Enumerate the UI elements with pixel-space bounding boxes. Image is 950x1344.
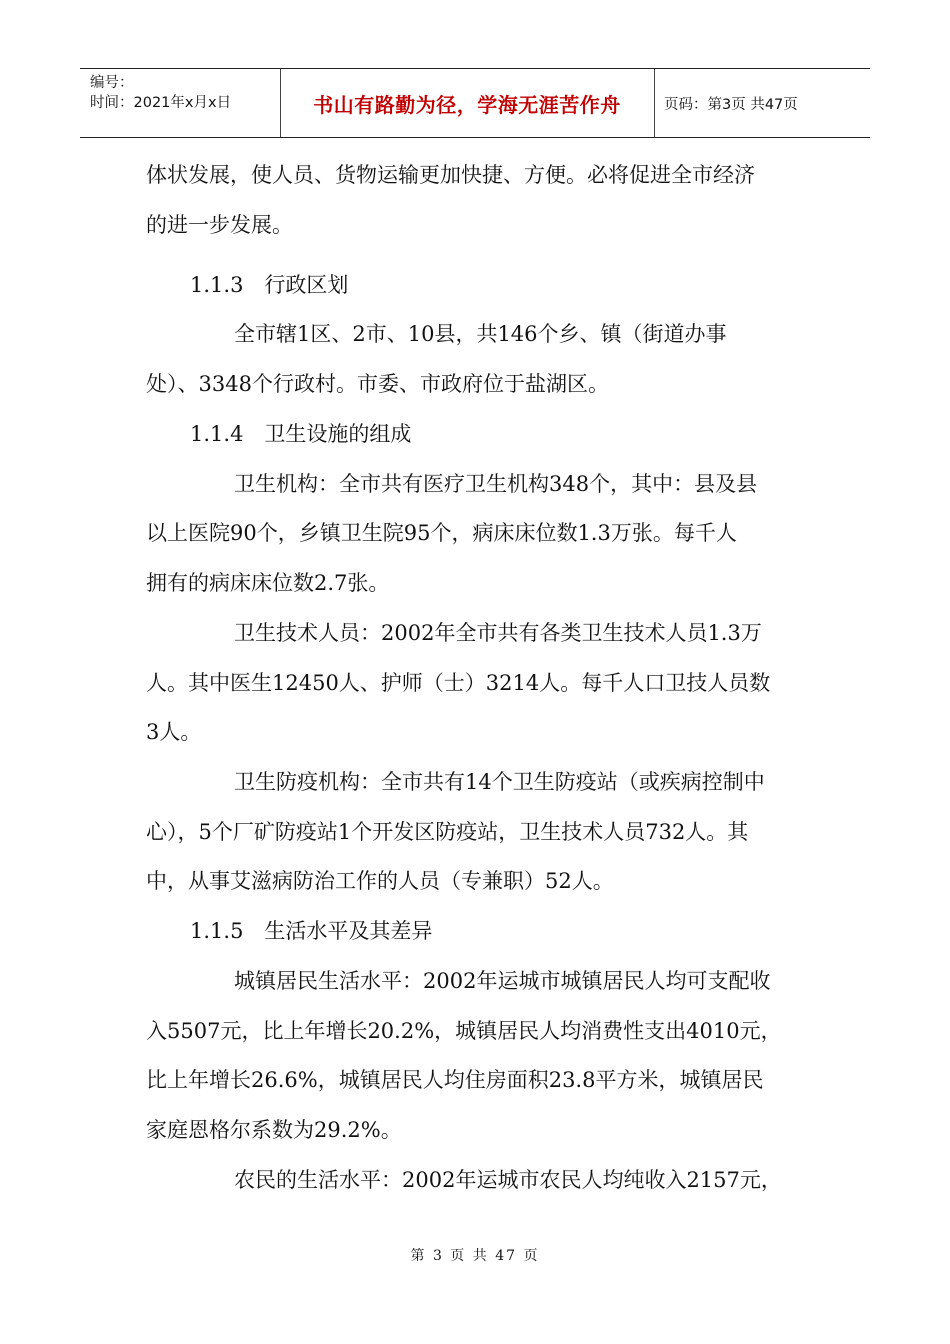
body-text-line: 家庭恩格尔系数为29.2%。 — [146, 1118, 402, 1142]
body-text-line: 拥有的病床床位数2.7张。 — [146, 571, 390, 595]
header-motto: 书山有路勤为径，学海无涯苦作舟 — [313, 92, 621, 117]
header-page-info: 页码：第3页 共47页 — [664, 96, 798, 113]
body-text-line: 全市辖1区、2市、10县，共146个乡、镇（街道办事 — [234, 322, 727, 346]
body-text-line: 心），5个厂矿防疫站1个开发区防疫站，卫生技术人员732人。其 — [146, 820, 749, 844]
body-text-line: 处）、3348个行政村。市委、市政府位于盐湖区。 — [146, 372, 609, 396]
body-text-line: 体状发展，使人员、货物运输更加快捷、方便。必将促进全市经济 — [146, 163, 755, 187]
header-divider — [654, 69, 655, 137]
body-text-line: 人。其中医生12450人、护师（士）3214人。每千人口卫技人员数 — [146, 671, 771, 695]
number-label: 编号： — [90, 75, 134, 91]
body-text-line: 比上年增长26.6%，城镇居民人均住房面积23.8平方米，城镇居民 — [146, 1068, 764, 1092]
body-text-line: 城镇居民生活水平：2002年运城市城镇居民人均可支配收 — [234, 969, 771, 993]
page-footer: 第 3 页 共 47 页 — [410, 1248, 540, 1264]
body-text-line: 入5507元，比上年增长20.2%，城镇居民人均消费性支出4010元， — [146, 1019, 782, 1043]
body-text-line: 3人。 — [146, 720, 202, 744]
body-text-line: 农民的生活水平：2002年运城市农民人均纯收入2157元， — [234, 1168, 782, 1192]
section-heading: 1.1.5 生活水平及其差异 — [190, 919, 433, 943]
body-text-line: 的进一步发展。 — [146, 213, 293, 237]
body-text-line: 以上医院90个，乡镇卫生院95个，病床床位数1.3万张。每千人 — [146, 521, 737, 545]
header-meta — [90, 73, 275, 113]
body-text-line: 卫生防疫机构：全市共有14个卫生防疫站（或疾病控制中 — [234, 770, 765, 794]
section-heading: 1.1.3 行政区划 — [190, 273, 349, 297]
page-header — [80, 68, 870, 138]
section-heading: 1.1.4 卫生设施的组成 — [190, 422, 412, 446]
body-text-line: 中，从事艾滋病防治工作的人员（专兼职）52人。 — [146, 869, 614, 893]
body-text-line: 卫生机构：全市共有医疗卫生机构348个，其中：县及县 — [234, 472, 758, 496]
time-label: 时间：2021年x月x日 — [90, 95, 232, 111]
body-text-line: 卫生技术人员：2002年全市共有各类卫生技术人员1.3万 — [234, 621, 762, 645]
